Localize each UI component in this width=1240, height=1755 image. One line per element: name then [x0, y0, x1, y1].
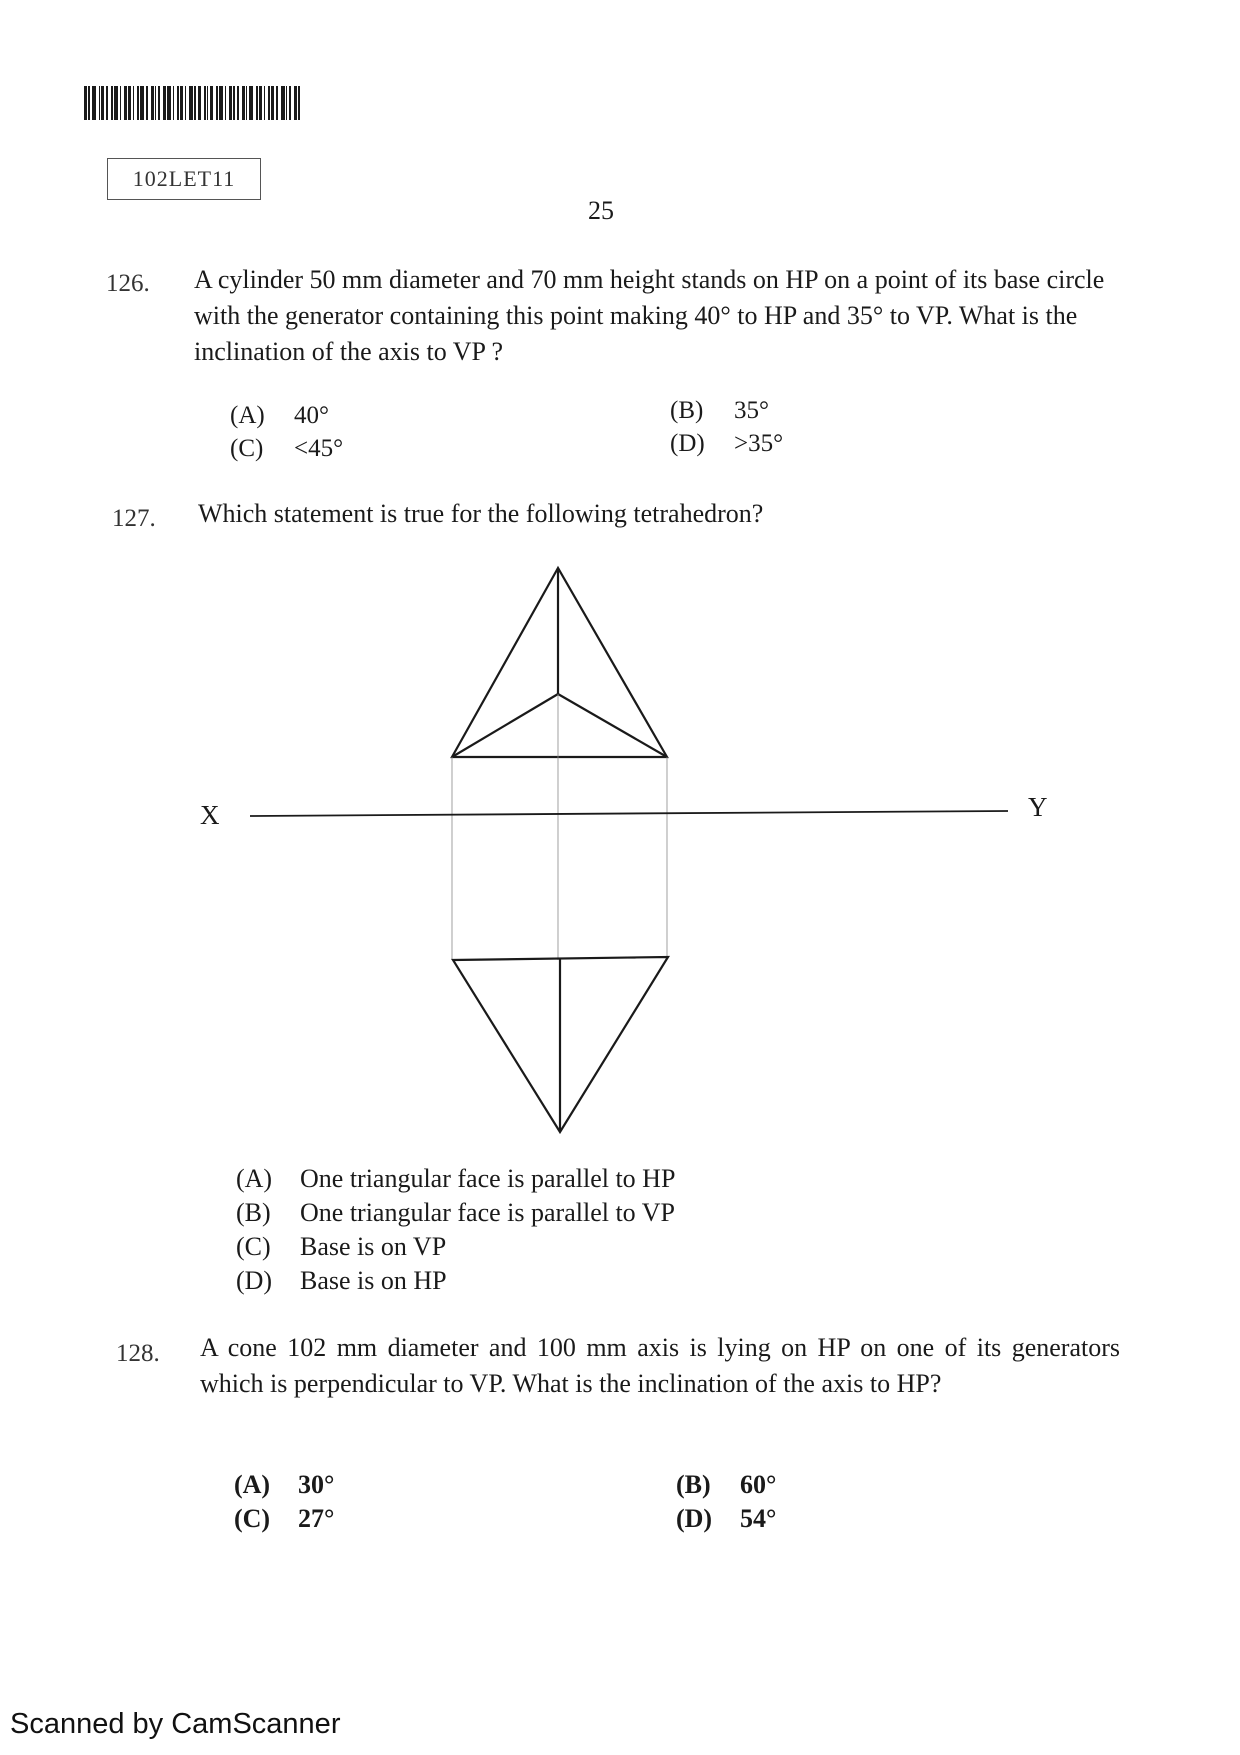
question-128-option-d: (D) 54° — [676, 1504, 777, 1533]
question-128-text: A cone 102 mm diameter and 100 mm axis is lying on HP on one of its generators which is perpendicular to VP. What is the inclination of the axis to HP? — [200, 1333, 1120, 1398]
question-126-number: 126. — [106, 270, 150, 297]
question-127-option-d: (D) Base is on HP — [236, 1266, 447, 1295]
question-126-text: A cylinder 50 mm diameter and 70 mm height stands on HP on a point of its base circle with the generator containing this point making 40° to HP and 35° to VP. What is the inclination of the axis to VP ? — [194, 265, 1105, 366]
paper-code: 102LET11 — [107, 158, 261, 200]
question-126-option-b: (B) 35° — [670, 397, 769, 424]
front-view — [452, 568, 667, 757]
question-127-text: Which statement is true for the following tetrahedron? — [198, 499, 764, 528]
question-127-option-c: (C) Base is on VP — [236, 1232, 447, 1261]
y-label: Y — [1028, 792, 1048, 822]
page-number: 25 — [588, 196, 614, 225]
xy-reference-line — [250, 811, 1008, 816]
projector-lines — [452, 694, 667, 960]
top-view — [453, 957, 668, 1132]
x-label: X — [200, 800, 220, 830]
scanner-watermark: Scanned by CamScanner — [10, 1708, 341, 1740]
question-126-option-c: (C) <45° — [230, 435, 344, 462]
question-128-option-c: (C) 27° — [234, 1504, 335, 1533]
front-view-outline — [452, 568, 667, 757]
question-127-number: 127. — [112, 505, 156, 532]
front-view-edge-left — [452, 694, 558, 757]
front-view-edge-right — [558, 694, 667, 757]
question-128-option-b: (B) 60° — [676, 1470, 777, 1499]
question-126-option-a: (A) 40° — [230, 402, 329, 429]
question-128-number: 128. — [116, 1340, 160, 1367]
question-127-option-a: (A) One triangular face is parallel to HP — [236, 1164, 676, 1193]
question-128-option-a: (A) 30° — [234, 1470, 335, 1499]
question-126-option-d: (D) >35° — [670, 430, 784, 457]
question-127-option-b: (B) One triangular face is parallel to VP — [236, 1198, 675, 1227]
